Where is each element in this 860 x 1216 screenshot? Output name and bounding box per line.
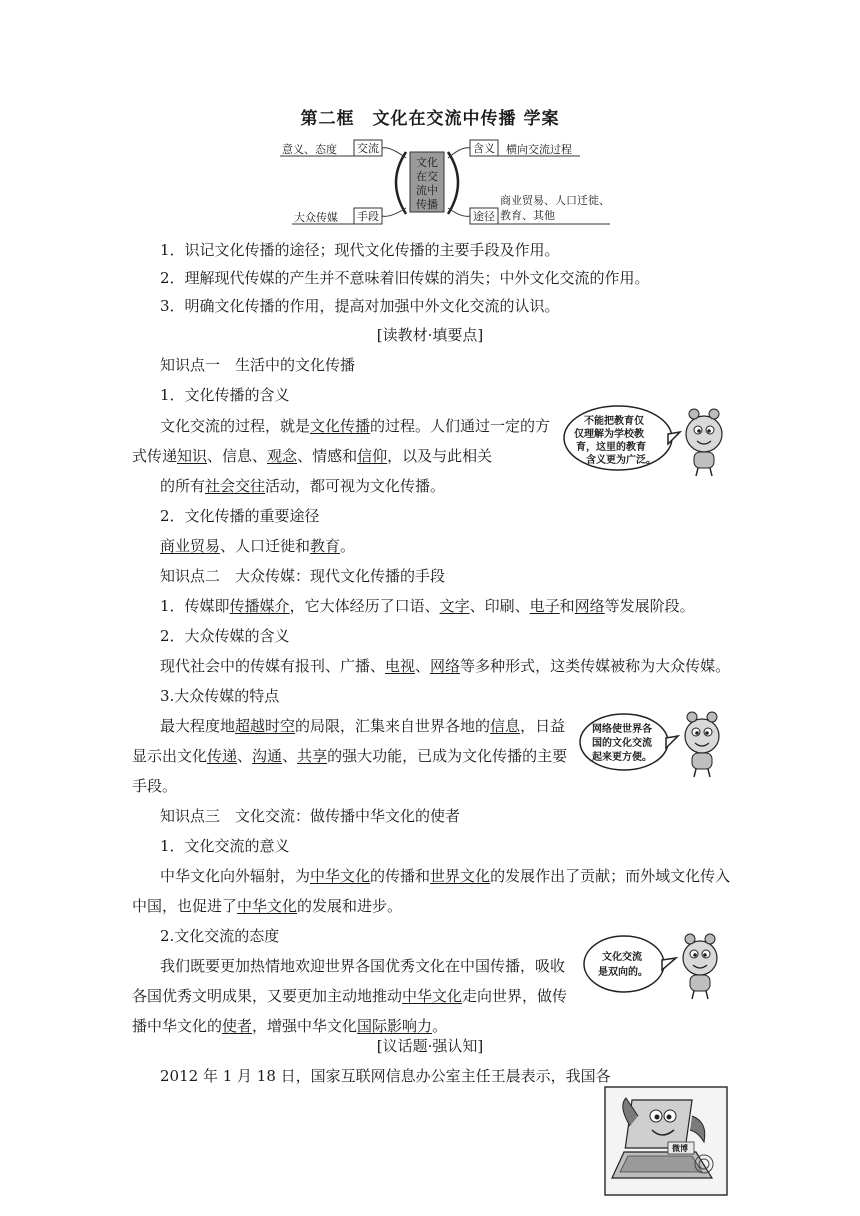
kp1-heading-2: 2．文化传播的重要途径	[160, 507, 320, 525]
mind-map-diagram	[270, 134, 630, 236]
blank-shizhe: 使者	[222, 1017, 253, 1035]
kp1-paragraph-line-3: 的所有社会交往活动，都可视为文化传播。	[160, 477, 446, 495]
kp2-title: 知识点二 大众传媒：现代文化传播的手段	[160, 567, 446, 585]
blank-gongxiang: 共享	[297, 747, 328, 765]
weibo-laptop-illustration	[604, 1086, 728, 1196]
blank-zhishi: 知识	[177, 447, 208, 465]
svg-text:国的文化交流: 国的文化交流	[592, 738, 652, 749]
blank-shangye-maoyi: 商业贸易	[160, 537, 221, 555]
blank-wenhua-chuanbo: 文化传播	[310, 417, 371, 435]
mascot-icon	[686, 409, 722, 476]
topic-paragraph-line-1: 2012 年 1 月 18 日，国家互联网信息办公室主任王晨表示，我国各	[160, 1067, 611, 1085]
mind-map-center-line-4: 传播	[416, 198, 438, 211]
mind-map-center-line-2: 在交	[416, 170, 438, 183]
blank-zhonghua-wenhua-3: 中华文化	[402, 987, 463, 1005]
svg-text:含义更为广泛。: 含义更为广泛。	[586, 455, 656, 466]
goal-2: 2．理解现代传媒的产生并不意味着旧传媒的消失；中外文化交流的作用。	[160, 269, 650, 287]
mind-map-box-hanyi-text: 含义	[473, 142, 495, 155]
blank-shijie-wenhua: 世界文化	[430, 867, 491, 885]
blank-zhonghua-wenhua: 中华文化	[310, 867, 371, 885]
kp3-paragraph-line-5: 播中华文化的使者，增强中华文化国际影响力。	[132, 1017, 448, 1035]
section-header-read: [读教材·填要点]	[376, 326, 484, 344]
blank-guannian: 观念	[267, 447, 298, 465]
kp1-paragraph-line-2: 式传递知识、信息、观念、情感和信仰，以及与此相关	[132, 447, 493, 465]
svg-text:育，这里的教育: 育，这里的教育	[576, 442, 646, 453]
mind-map-left-bracket	[396, 152, 406, 214]
blank-goutong: 沟通	[252, 747, 283, 765]
kp3-paragraph-line-2: 中国，也促进了中华文化的发展和进步。	[132, 897, 403, 915]
svg-text:文化交流: 文化交流	[602, 952, 642, 963]
kp3-title: 知识点三 文化交流：做传播中华文化的使者	[160, 807, 461, 825]
kp2-paragraph-line-2: 现代社会中的传媒有报刊、广播、电视、网络等多种形式，这类传媒被称为大众传媒。	[160, 657, 731, 675]
mascot-icon	[685, 712, 719, 777]
mind-map-center-line-1: 文化	[416, 156, 438, 169]
mind-map-center-line-3: 流中	[416, 184, 438, 197]
svg-text:不能把教育仅: 不能把教育仅	[584, 416, 644, 427]
blank-chuanbo-meijie: 传播媒介	[229, 597, 290, 615]
kp3-paragraph-line-3: 我们既要更加热情地欢迎世界各国优秀文化在中国传播，吸收	[160, 957, 566, 975]
mind-map-right-bracket	[448, 152, 458, 214]
kp1-paragraph-line-1: 文化交流的过程，就是文化传播的过程。人们通过一定的方	[160, 417, 551, 435]
mind-map-label-shangye: 商业贸易、人口迁徙、	[500, 194, 610, 207]
kp3-heading-2: 2.文化交流的态度	[160, 927, 280, 945]
kp2-paragraph-line-4: 显示出文化传递、沟通、共享的强大功能，已成为文化传播的主要	[132, 747, 568, 765]
kp1-paragraph-line-4: 商业贸易、人口迁徙和教育。	[160, 537, 356, 555]
svg-text:网络使世界各: 网络使世界各	[592, 724, 652, 735]
kp3-heading-1: 1．文化交流的意义	[160, 837, 290, 855]
mind-map-label-hengxiang: 横向交流过程	[506, 143, 572, 156]
page-title: 第二框 文化在交流中传播 学案	[300, 109, 560, 129]
blank-xinyang: 信仰	[357, 447, 388, 465]
kp2-paragraph-line-3: 最大程度地超越时空的局限，汇集来自世界各地的信息，日益	[160, 717, 566, 735]
goal-1: 1．识记文化传播的途径；现代文化传播的主要手段及作用。	[160, 241, 560, 259]
blank-chaoyue-shikong: 超越时空	[235, 717, 296, 735]
mind-map-box-tujing-text: 途径	[473, 210, 495, 223]
section-header-discuss: [议话题·强认知]	[376, 1037, 484, 1055]
svg-text:起来更方便。: 起来更方便。	[592, 752, 652, 763]
blank-dianzi: 电子	[529, 597, 560, 615]
blank-chuandi: 传递	[207, 747, 238, 765]
kp3-paragraph-line-1: 中华文化向外辐射，为中华文化的传播和世界文化的发展作出了贡献；而外域文化传入	[160, 867, 731, 885]
svg-text:仅理解为学校教: 仅理解为学校教	[574, 429, 644, 440]
mascot-icon	[683, 934, 717, 999]
mind-map-label-yiyi: 意义、态度	[282, 143, 337, 156]
kp1-heading-1: 1．文化传播的含义	[160, 386, 290, 404]
blank-wangluo: 网络	[574, 597, 605, 615]
blank-dianshi: 电视	[385, 657, 416, 675]
blank-guoji-yingxiangli: 国际影响力	[357, 1017, 433, 1035]
kp1-title: 知识点一 生活中的文化传播	[160, 356, 356, 374]
blank-shehui-jiaowang: 社会交往	[205, 477, 266, 495]
blank-zhonghua-wenhua-2: 中华文化	[237, 897, 298, 915]
blank-wenzi: 文字	[439, 597, 470, 615]
kp2-paragraph-line-1: 1．传媒即传播媒介，它大体经历了口语、文字、印刷、电子和网络等发展阶段。	[160, 597, 695, 615]
goal-3: 3．明确文化传播的作用，提高对加强中外文化交流的认识。	[160, 297, 560, 315]
kp2-heading-3: 3.大众传媒的特点	[160, 687, 280, 705]
kp2-heading-2: 2．大众传媒的含义	[160, 627, 290, 645]
cartoon-speech-network	[578, 708, 728, 780]
blank-jiaoyu: 教育	[310, 537, 341, 555]
kp2-paragraph-line-5: 手段。	[132, 777, 178, 795]
weibo-label: 微博	[672, 1144, 688, 1153]
mind-map-box-jiaoliu-text: 交流	[357, 142, 379, 155]
mind-map-label-dazhong: 大众传媒	[294, 211, 338, 224]
kp3-paragraph-line-4: 各国优秀文明成果，又要更加主动地推动中华文化走向世界，做传	[132, 987, 568, 1005]
svg-text:是双向的。: 是双向的。	[598, 967, 648, 978]
blank-xinxi: 信息	[490, 717, 521, 735]
mind-map-box-shouduan-text: 手段	[357, 210, 379, 223]
mind-map-label-jiaoyu: 教育、其他	[500, 209, 555, 222]
blank-wangluo-2: 网络	[430, 657, 461, 675]
cartoon-speech-two-way	[582, 930, 728, 1002]
cartoon-speech-education	[562, 404, 732, 480]
